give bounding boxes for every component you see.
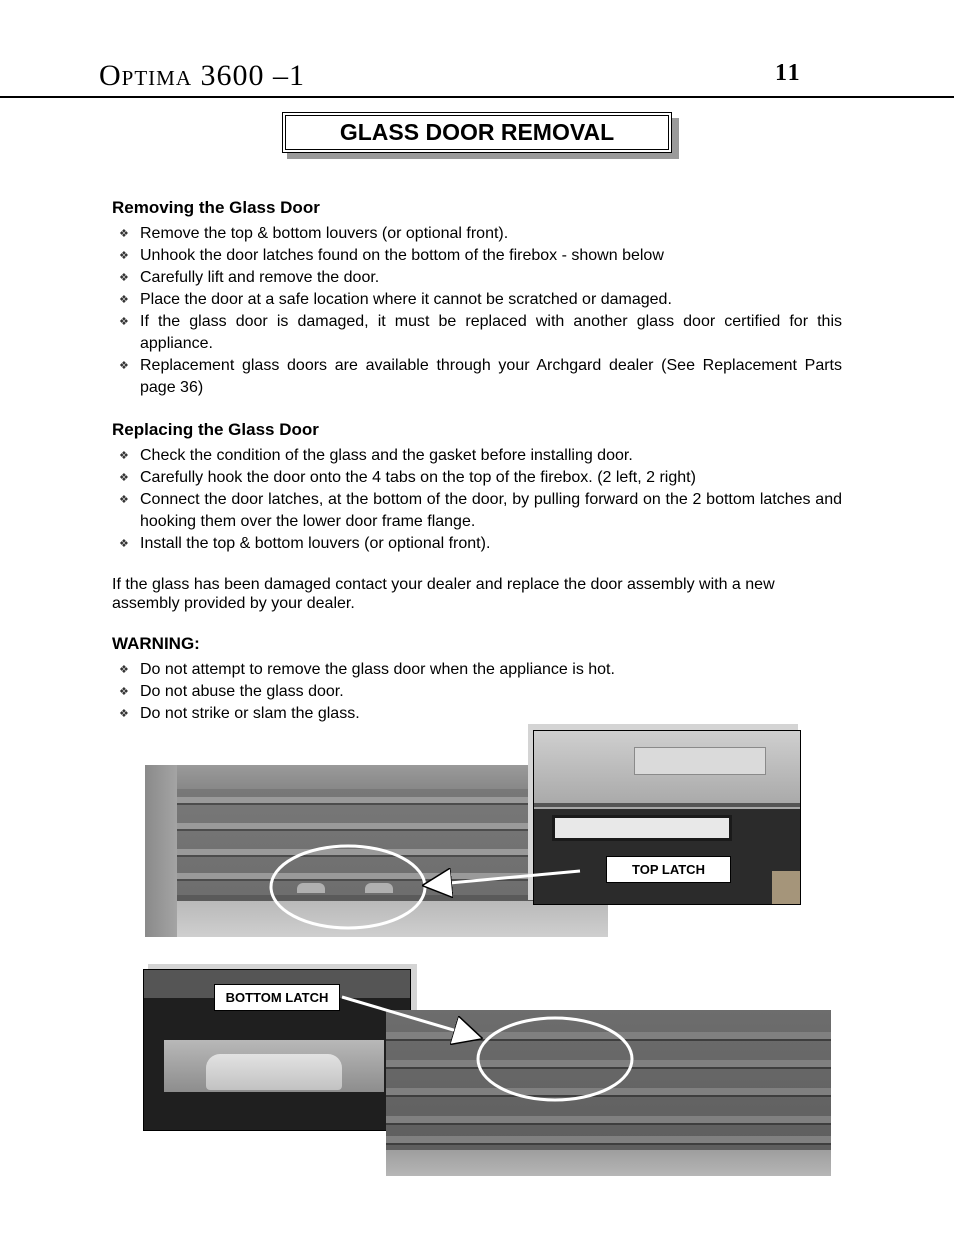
bullet-icon: ❖ (119, 294, 129, 306)
page-number: 11 (775, 60, 802, 86)
list-item-text: Connect the door latches, at the bottom of the door, by pulling forward on the 2 bottom latches and hooking them over the lower door frame flange. (140, 491, 842, 530)
list-item-text: Carefully hook the door onto the 4 tabs on the top of the firebox. (2 left, 2 right) (140, 469, 696, 486)
list-item-text: Remove the top & bottom louvers (or optional front). (140, 225, 509, 242)
list-item (112, 681, 842, 703)
list-item (112, 445, 842, 467)
list-item-text: Carefully lift and remove the door. (140, 269, 380, 286)
warning-list (112, 659, 842, 725)
section-title-text: GLASS DOOR REMOVAL (339, 119, 615, 145)
list-item (112, 703, 842, 725)
top-latch-label: TOP LATCH (606, 856, 731, 883)
bullet-icon: ❖ (119, 250, 129, 262)
list-item-text: Place the door at a safe location where it cannot be scratched or damaged. (140, 291, 672, 308)
list-item (112, 245, 842, 267)
bottom-louvre-photo (386, 1010, 831, 1176)
list-item (112, 659, 842, 681)
removing-list (112, 223, 842, 399)
list-item (112, 311, 842, 355)
list-item (112, 533, 842, 555)
replacing-list (112, 445, 842, 555)
list-item (112, 467, 842, 489)
bottom-latch-label: BOTTOM LATCH (214, 984, 340, 1011)
list-item (112, 489, 842, 533)
bullet-icon: ❖ (119, 686, 129, 698)
warning-heading: WARNING: (112, 634, 200, 653)
header-rule (0, 96, 954, 98)
list-item-text: If the glass door is damaged, it must be replaced with another glass door certified for this appliance. (140, 313, 842, 352)
bullet-icon: ❖ (119, 272, 129, 284)
section-title (282, 112, 672, 153)
list-item (112, 223, 842, 245)
list-item-text: Replacement glass doors are available through your Archgard dealer (See Replacement Parts page 36) (140, 357, 842, 396)
bullet-icon: ❖ (119, 664, 129, 676)
bullet-icon: ❖ (119, 360, 129, 372)
bullet-icon: ❖ (119, 316, 129, 328)
list-item-text: Check the condition of the glass and the gasket before installing door. (140, 447, 633, 464)
damage-note: If the glass has been damaged contact your dealer and replace the door assembly with a new assembly provided by your dealer. (112, 576, 775, 612)
bullet-icon: ❖ (119, 450, 129, 462)
content-body (112, 197, 842, 725)
replacing-heading: Replacing the Glass Door (112, 420, 319, 439)
bullet-icon: ❖ (119, 494, 129, 506)
bullet-icon: ❖ (119, 538, 129, 550)
bullet-icon: ❖ (119, 228, 129, 240)
removing-heading: Removing the Glass Door (112, 198, 320, 217)
list-item-text: Do not abuse the glass door. (140, 683, 344, 700)
bullet-icon: ❖ (119, 708, 129, 720)
list-item-text: Unhook the door latches found on the bottom of the firebox - shown below (140, 247, 664, 264)
list-item (112, 289, 842, 311)
bullet-icon: ❖ (119, 472, 129, 484)
list-item (112, 267, 842, 289)
list-item (112, 355, 842, 399)
list-item-text: Install the top & bottom louvers (or optional front). (140, 535, 491, 552)
list-item-text: Do not strike or slam the glass. (140, 705, 360, 722)
list-item-text: Do not attempt to remove the glass door when the appliance is hot. (140, 661, 615, 678)
document-title: Optima 3600 –1 (99, 59, 306, 92)
